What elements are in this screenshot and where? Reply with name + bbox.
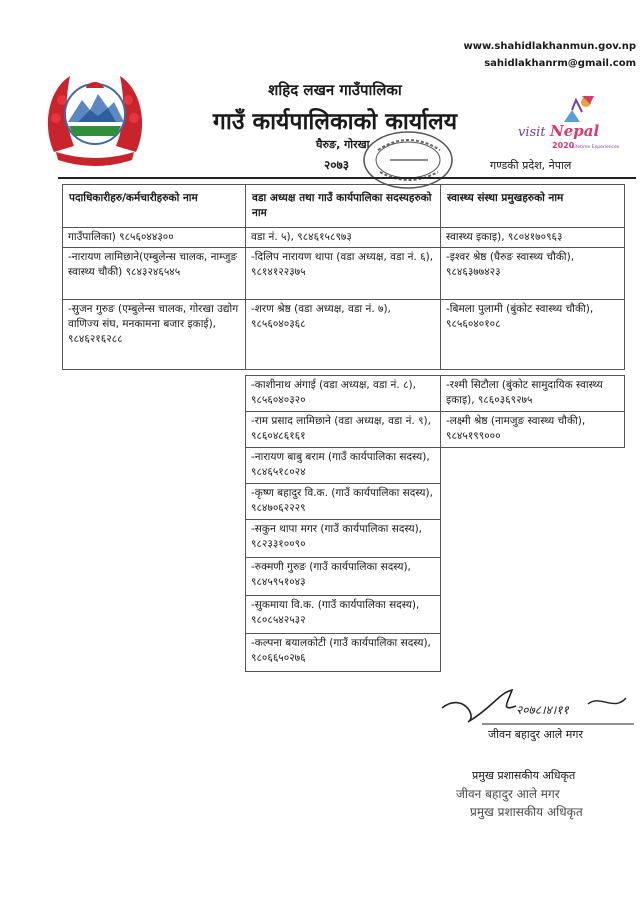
tagline-text: Lifetime Experiences	[572, 145, 620, 150]
empty-cell	[63, 634, 246, 672]
table-cell: -नारायण लामिछाने(एम्बुलेन्स चालक, नाम्जुङ स्वास्थ्य चौकी) ९८४३२४६५४५	[63, 248, 246, 300]
empty-cell	[63, 484, 246, 520]
table-cell: -रुक्मणी गुरुङ (गाउँ कार्यपालिका सदस्य), ९८४५९५१०४३	[246, 558, 441, 596]
table-cell: -दिलिप नारायण थापा (वडा अध्यक्ष, वडा नं. ६), ९८१४१२२३७५	[246, 248, 441, 300]
empty-cell	[63, 412, 246, 448]
year-text: 2020	[552, 141, 575, 150]
table-cell: वडा नं. ५), ९८४६१५८९७३	[246, 228, 441, 248]
table-cell: गाउँपालिका) ९८५६०४४३००	[63, 228, 246, 248]
column-header: पदाधिकारीहरु/कर्मचारीहरुको नाम	[63, 185, 246, 228]
table-cell: -सुकमाया वि.क. (गाउँ कार्यपालिका सदस्य), ९८०८५४२५३२	[246, 596, 441, 634]
established-year: २०७३	[324, 158, 349, 172]
post-stamp: प्रमुख प्रशासकीय अधिकृत	[470, 805, 583, 819]
empty-cell	[63, 448, 246, 484]
empty-cell	[63, 558, 246, 596]
nepal-text: Nepal	[550, 122, 600, 140]
empty-cell	[441, 596, 625, 634]
empty-cell	[441, 520, 625, 558]
empty-cell	[441, 558, 625, 596]
empty-cell	[441, 484, 625, 520]
column-header: स्वास्थ्य संस्था प्रमुखहरुको नाम	[441, 185, 625, 228]
table-cell: -कृष्ण बहादुर वि.क. (गाउँ कार्यपालिका सदस्य), ९८४७०६२२२९	[246, 484, 441, 520]
table-cell: -सुजन गुरुङ (एम्बुलेन्स चालक, गोरखा उद्योग वाणिज्य संघ, मनकामना बजार इकाई), ९८४६२१६२८८	[63, 300, 246, 370]
empty-cell	[63, 596, 246, 634]
empty-cell	[63, 520, 246, 558]
office-title: गाउँ कार्यपालिकाको कार्यालय	[212, 109, 458, 135]
municipality-name: शहिद लखन गाउँपालिका	[268, 81, 402, 99]
table-cell: -कल्पना बयालकोटी (गाउँ कार्यपालिका सदस्य), ९८०६६५०२७६	[246, 634, 441, 672]
visit-nepal-2020-logo	[512, 92, 624, 154]
visit-text: visit	[518, 125, 546, 140]
header-divider	[58, 177, 636, 179]
table-cell: -इश्वर श्रेष्ठ (घैरुङ स्वास्थ्य चौकी), ९८४६३७७४२३	[441, 248, 625, 300]
table-cell: -लक्ष्मी श्रेष्ठ (नामजुङ स्वास्थ्य चौकी), ९८४५१९९०००	[441, 412, 625, 448]
table-cell: -सकुन थापा मगर (गाउँ कार्यपालिका सदस्य), ९८२३३१००९०	[246, 520, 441, 558]
email-link[interactable]: sahidlakhanrm@gmail.com	[484, 58, 636, 69]
table-cell: -बिमला पुलामी (बुंकोट स्वास्थ्य चौकी), ९८५६०४०१०८	[441, 300, 625, 370]
signatory-post: प्रमुख प्रशासकीय अधिकृत	[472, 769, 576, 782]
table-cell: -शरण श्रेष्ठ (वडा अध्यक्ष, वडा नं. ७), ९८५६०४०३६८	[246, 300, 441, 370]
contact-block	[460, 38, 636, 72]
province-label: गण्डकी प्रदेश, नेपाल	[490, 159, 572, 172]
website-link[interactable]: www.shahidlakhanmun.gov.np	[463, 41, 636, 52]
office-seal-stamp	[356, 122, 456, 192]
nepal-emblem-logo	[36, 60, 154, 170]
table-cell: -नारायण बाबु बराम (गाउँ कार्यपालिका सदस्य), ९८४६५१८०२४	[246, 448, 441, 484]
office-location: घैरुङ, गोरखा	[316, 138, 370, 151]
empty-cell	[441, 448, 625, 484]
table-cell: -रश्मी सिटौला (बुंकोट सामुदायिक स्वास्थ्य इकाइ), ९८६०३६९२७५	[441, 376, 625, 412]
column-header: वडा अध्यक्ष तथा गाउँ कार्यपालिका सदस्यहरुको नाम	[246, 185, 441, 228]
contact-table	[62, 184, 625, 672]
empty-cell	[441, 634, 625, 672]
signature-date: २०७८।४।११	[516, 703, 569, 717]
table-cell: स्वास्थ्य इकाइ), ९८०४१७०९६३	[441, 228, 625, 248]
empty-cell	[63, 376, 246, 412]
table-cell: -काशीनाथ अंगाई (वडा अध्यक्ष, वडा नं. ८), ९८५६०४०३२०	[246, 376, 441, 412]
signatory-name: जीवन बहादुर आले मगर	[488, 728, 584, 741]
name-stamp: जीवन बहादुर आले मगर	[456, 787, 560, 801]
table-cell: -राम प्रसाद लामिछाने (वडा अध्यक्ष, वडा नं. ९), ९८६०४८६१६१	[246, 412, 441, 448]
